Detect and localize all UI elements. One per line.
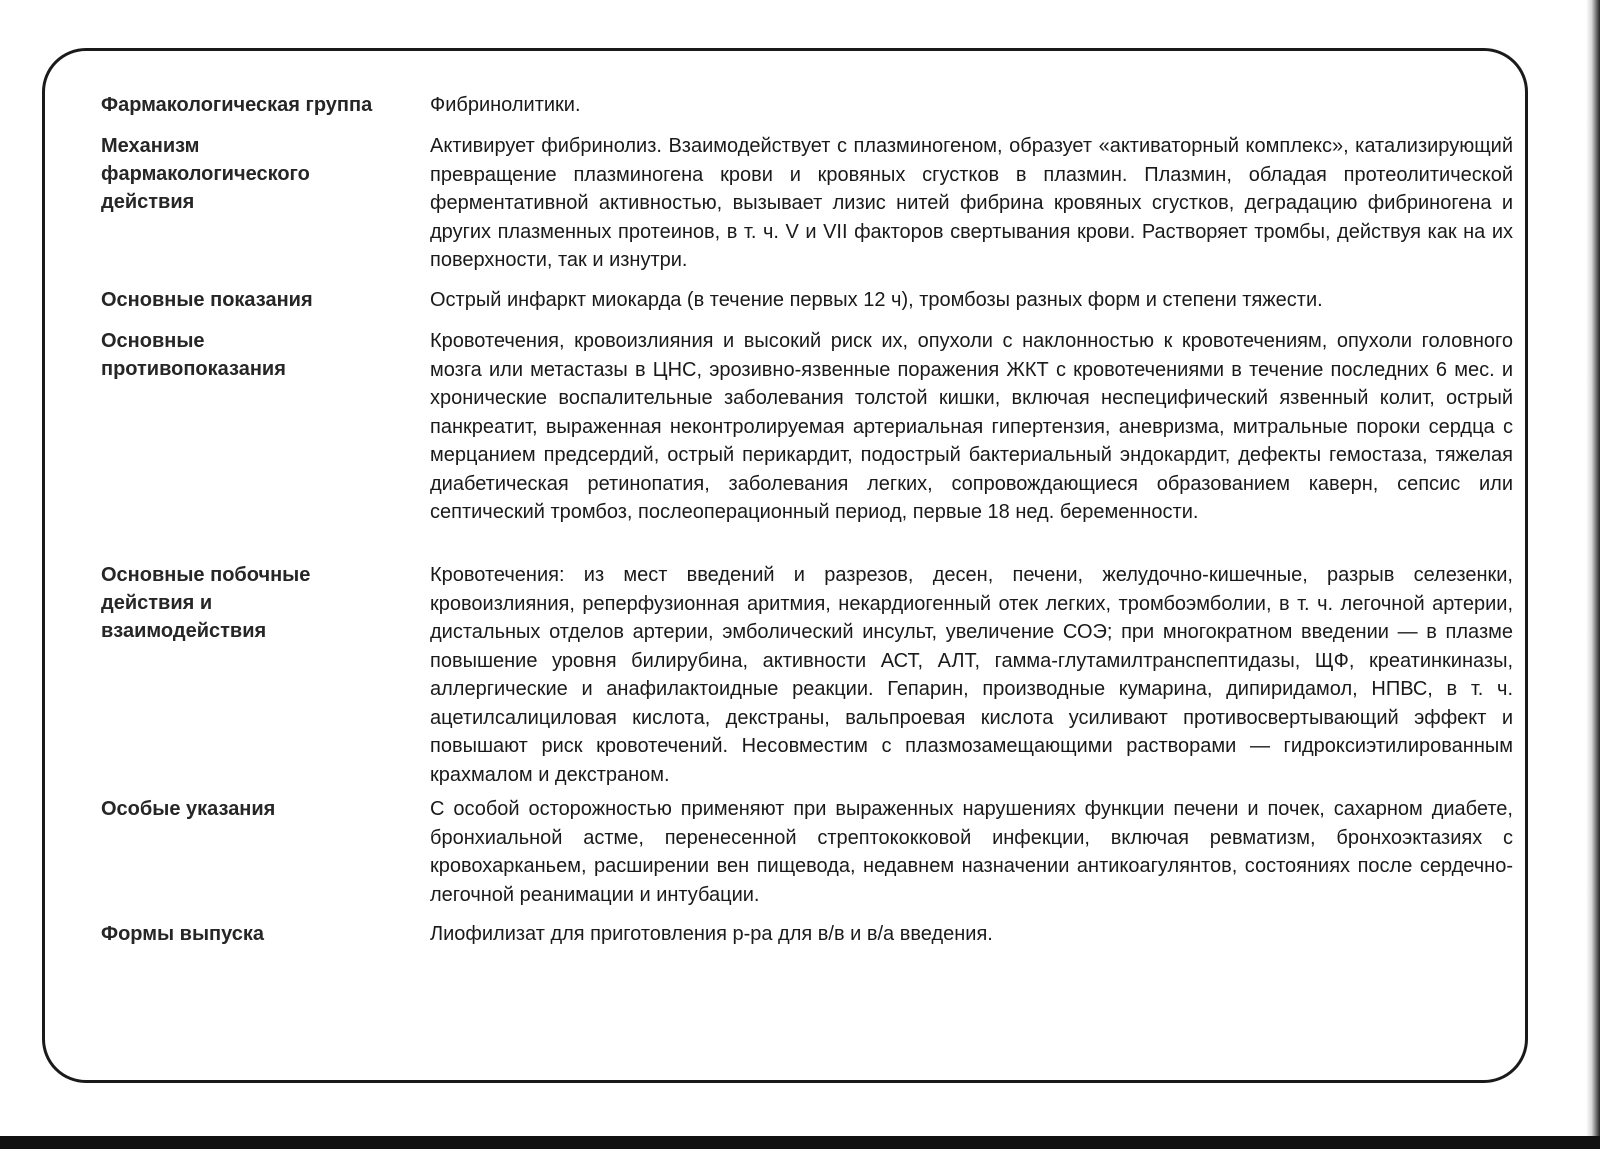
value-release-forms: Лиофилизат для приготовления р-ра для в/в и в/а введения. xyxy=(430,923,993,945)
label-side-effects: Основные побочные действия и взаимодействия xyxy=(101,564,311,642)
value-special-instructions: С особой осторожностью применяют при выраженных нарушениях функции печени и почек, сахарном диабете, бронхиальной астме, перенесенной стрептококковой инфекции, включая ревматизм, бронхоэктазиях с кровохарканьем, расширении вен пищевода, недавнем назначении антикоагулянтов, состояниях после сердечно-легочной реанимации и интубации. xyxy=(430,798,1513,906)
value-side-effects: Кровотечения: из мест введений и разрезов, десен, печени, желудочно-кишечные, разрыв селезенки, кровоизлияния, реперфузионная аритмия, некардиогенный отек легких, тромбоэмболии, в т. ч. легочной артерии, дистальных отделов артерии, эмболический инсульт, увеличение СОЭ; при многократном введении — в плазме повышение уровня билирубина, активности АСТ, АЛТ, гамма-глутамилтранспептидазы, ЩФ, креатинкиназы, аллергические и анафилактоидные реакции. Гепарин, производные кумарина, дипиридамол, НПВС, в т. ч. ацетилсалициловая кислота, декстраны, вальпроевая кислота усиливают противосвертывающий эффект и повышают риск кровотечений. Несовместим с плазмозамещающими растворами — гидроксиэтилированным крахмалом и декстраном. xyxy=(430,564,1513,786)
label-special-instructions: Особые указания xyxy=(101,798,276,820)
value-pharmacological-group: Фибринолитики. xyxy=(430,94,581,116)
label-indications: Основные показания xyxy=(101,289,313,311)
value-contraindications: Кровотечения, кровоизлияния и высокий риск их, опухоли с наклонностью к кровотечениям, опухоли головного мозга или метастазы в ЦНС, эрозивно-язвенные поражения ЖКТ с кровотечениями в течение последних 6 мес. и хронические воспалительные заболевания толстой кишки, включая неспецифический язвенный колит, острый панкреатит, выраженная неконтролируемая артериальная гипертензия, аневризма, митральные пороки сердца с мерцанием предсердий, острый перикардит, подострый бактериальный эндокардит, дефекты гемостаза, тяжелая диабетическая ретинопатия, заболевания легких, сопровождающиеся образованием каверн, сепсис или септический тромбоз, послеоперационный период, первые 18 нед. беременности. xyxy=(430,330,1513,523)
value-indications: Острый инфаркт миокарда (в течение первых 12 ч), тромбозы разных форм и степени тяжести. xyxy=(430,289,1323,311)
label-mechanism: Механизм фармакологического действия xyxy=(101,135,310,213)
page-edge-shadow xyxy=(1586,0,1600,1149)
label-contraindications: Основные противопоказания xyxy=(101,330,286,380)
value-mechanism: Активирует фибринолиз. Взаимодействует с плазминогеном, образует «активаторный комплекс», катализирующий превращение плазминогена крови и кровяных сгустков в плазмин. Плазмин, обладая протеолитической ферментативной активностью, вызывает лизис нитей фибрина кровяных сгустков, деградацию фибриногена и других плазменных протеинов, в т. ч. V и VII факторов свертывания крови. Растворяет тромбы, действуя как на их поверхности, так и изнутри. xyxy=(430,135,1513,271)
page-bottom-border xyxy=(0,1136,1600,1149)
label-release-forms: Формы выпуска xyxy=(101,923,265,945)
drug-info-card xyxy=(42,48,1528,1083)
label-pharmacological-group: Фармакологическая группа xyxy=(101,94,373,116)
